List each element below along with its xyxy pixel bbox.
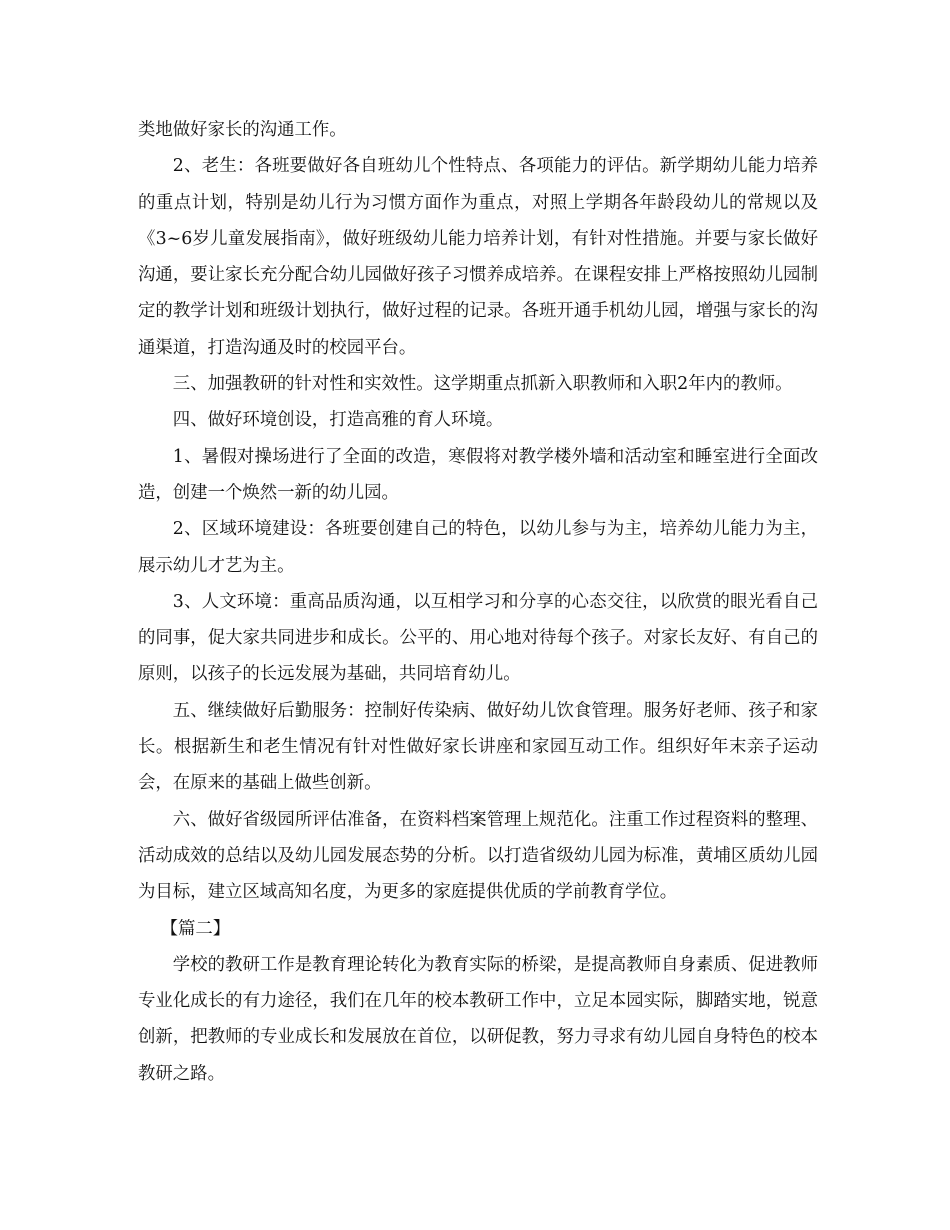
paragraph-playground-renovation: 1、暑假对操场进行了全面的改造，寒假将对教学楼外墙和活动室和睡室进行全面改造，创建一个焕然一新的幼儿园。 bbox=[138, 446, 818, 503]
paragraph-returning-students: 2、老生：各班要做好各自班幼儿个性特点、各项能力的评估。新学期幼儿能力培养的重点计划，特别是幼儿行为习惯方面作为重点，对照上学期各年龄段幼儿的常规以及《3~6岁儿童发展指南》，做好班级幼儿能力培养计划，有针对性措施。并要与家长做好沟通，要让家长充分配合幼儿园做好孩子习惯养成培养。在课程安排上严格按照幼儿园制定的教学计划和班级计划执行，做好过程的记录。各班开通手机幼儿园，增强与家长的沟通渠道，打造沟通及时的校园平台。 bbox=[138, 156, 818, 358]
document-body bbox=[138, 112, 818, 1092]
paragraph-teaching-research: 三、加强教研的针对性和实效性。这学期重点抓新入职教师和入职2年内的教师。 bbox=[172, 374, 793, 395]
paragraph-environment-heading: 四、做好环境创设，打造高雅的育人环境。 bbox=[172, 410, 504, 431]
paragraph-provincial-evaluation: 六、做好省级园所评估准备，在资料档案管理上规范化。注重工作过程资料的整理、活动成效的总结以及幼儿园发展态势的分析。以打造省级幼儿园为标准，黄埔区质幼儿园为目标，建立区域高知名度，为更多的家庭提供优质的学前教育学位。 bbox=[138, 809, 818, 903]
paragraph-continuation: 类地做好家长的沟通工作。 bbox=[138, 120, 347, 140]
paragraph-school-research: 学校的教研工作是教育理论转化为教育实际的桥梁，是提高教师自身素质、促进教师专业化成长的有力途径，我们在几年的校本教研工作中，立足本园实际，脚踏实地，锐意创新，把教师的专业成长和发展放在首位，以研促教，努力寻求有幼儿园自身特色的校本教研之路。 bbox=[138, 954, 818, 1084]
paragraph-logistics-service: 五、继续做好后勤服务：控制好传染病、做好幼儿饮食管理。服务好老师、孩子和家长。根据新生和老生情况有针对性做好家长讲座和家园互动工作。组织好年末亲子运动会，在原来的基础上做些创新。 bbox=[138, 700, 818, 794]
section-heading-part-two: 【篇二】 bbox=[160, 918, 231, 939]
paragraph-humanistic-environment: 3、人文环境：重高品质沟通，以互相学习和分享的心态交往，以欣赏的眼光看自己的同事，促大家共同进步和成长。公平的、用心地对待每个孩子。对家长友好、有自己的原则，以孩子的长远发展为基础，共同培育幼儿。 bbox=[138, 591, 818, 685]
paragraph-area-environment: 2、区域环境建设：各班要创建自己的特色，以幼儿参与为主，培养幼儿能力为主，展示幼儿才艺为主。 bbox=[138, 519, 818, 576]
